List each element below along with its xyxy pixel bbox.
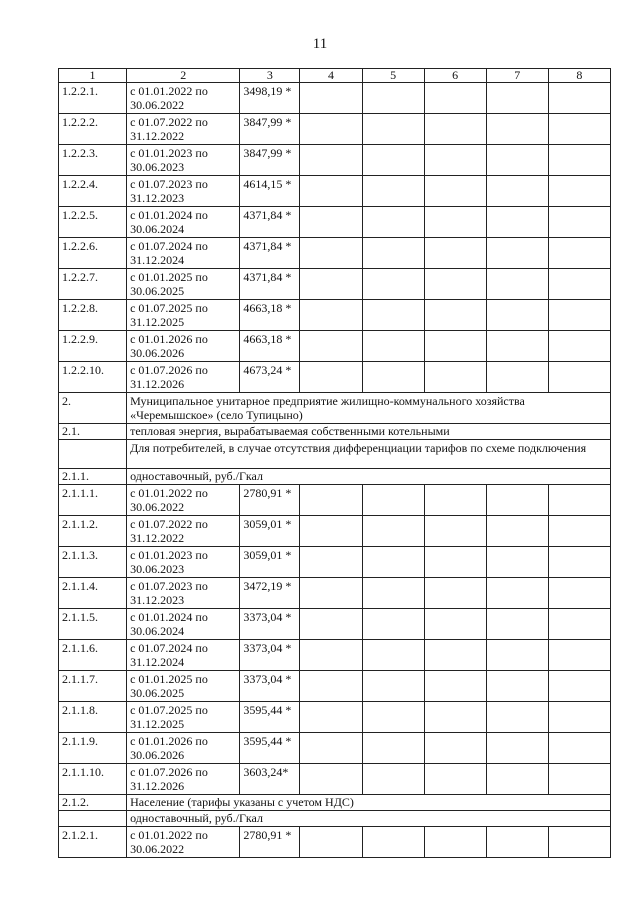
empty-cell [424, 207, 486, 238]
row-period: с 01.07.2023 по 31.12.2023 [127, 578, 240, 609]
row-period: с 01.07.2025 по 31.12.2025 [127, 300, 240, 331]
empty-cell [548, 238, 610, 269]
empty-cell [424, 764, 486, 795]
empty-cell [362, 300, 424, 331]
empty-cell [362, 331, 424, 362]
empty-cell [486, 609, 548, 640]
row-period: с 01.01.2026 по 30.06.2026 [127, 733, 240, 764]
row-number: 2.1.1.5. [59, 609, 127, 640]
row-value: 3059,01 * [240, 547, 300, 578]
row-number: 2.1.2.1. [59, 827, 127, 858]
row-period: с 01.07.2026 по 31.12.2026 [127, 764, 240, 795]
empty-cell [548, 609, 610, 640]
empty-cell [486, 269, 548, 300]
empty-cell [300, 733, 362, 764]
empty-cell [548, 83, 610, 114]
empty-cell [362, 578, 424, 609]
empty-cell [300, 609, 362, 640]
section-number: 2.1.2. [59, 795, 127, 811]
section-row [59, 424, 611, 440]
row-number: 1.2.2.8. [59, 300, 127, 331]
tariff-table [58, 68, 611, 858]
empty-cell [362, 733, 424, 764]
row-number: 1.2.2.5. [59, 207, 127, 238]
section-number [59, 440, 127, 469]
row-value: 3595,44 * [240, 702, 300, 733]
row-value: 4663,18 * [240, 331, 300, 362]
empty-cell [424, 331, 486, 362]
empty-cell [300, 485, 362, 516]
empty-cell [486, 176, 548, 207]
empty-cell [424, 733, 486, 764]
empty-cell [486, 733, 548, 764]
empty-cell [486, 362, 548, 393]
empty-cell [486, 578, 548, 609]
empty-cell [300, 269, 362, 300]
row-number: 1.2.2.2. [59, 114, 127, 145]
empty-cell [486, 516, 548, 547]
empty-cell [362, 145, 424, 176]
row-number: 2.1.1.8. [59, 702, 127, 733]
empty-cell [300, 300, 362, 331]
column-header: 1 [59, 69, 127, 83]
row-period: с 01.07.2024 по 31.12.2024 [127, 640, 240, 671]
row-number: 1.2.2.10. [59, 362, 127, 393]
empty-cell [424, 671, 486, 702]
empty-cell [362, 516, 424, 547]
row-number: 1.2.2.4. [59, 176, 127, 207]
empty-cell [486, 827, 548, 858]
table-row [59, 238, 611, 269]
empty-cell [424, 300, 486, 331]
row-value: 4371,84 * [240, 269, 300, 300]
empty-cell [486, 702, 548, 733]
row-period: с 01.01.2024 по 30.06.2024 [127, 207, 240, 238]
section-title: одноставочный, руб./Гкал [127, 469, 611, 485]
row-number: 2.1.1.2. [59, 516, 127, 547]
empty-cell [362, 609, 424, 640]
column-header: 7 [486, 69, 548, 83]
row-value: 3373,04 * [240, 671, 300, 702]
column-header: 5 [362, 69, 424, 83]
empty-cell [548, 827, 610, 858]
empty-cell [424, 238, 486, 269]
empty-cell [486, 331, 548, 362]
empty-cell [362, 114, 424, 145]
row-period: с 01.01.2026 по 30.06.2026 [127, 331, 240, 362]
empty-cell [548, 578, 610, 609]
section-title: одноставочный, руб./Гкал [127, 811, 611, 827]
empty-cell [300, 640, 362, 671]
section-number: 2.1. [59, 424, 127, 440]
table-row [59, 827, 611, 858]
row-value: 3595,44 * [240, 733, 300, 764]
row-number: 1.2.2.3. [59, 145, 127, 176]
row-number: 1.2.2.7. [59, 269, 127, 300]
empty-cell [548, 114, 610, 145]
empty-cell [548, 485, 610, 516]
column-header: 8 [548, 69, 610, 83]
table-row [59, 485, 611, 516]
empty-cell [548, 764, 610, 795]
row-number: 2.1.1.3. [59, 547, 127, 578]
row-period: с 01.07.2023 по 31.12.2023 [127, 176, 240, 207]
empty-cell [486, 145, 548, 176]
empty-cell [548, 702, 610, 733]
empty-cell [362, 176, 424, 207]
empty-cell [424, 578, 486, 609]
empty-cell [486, 207, 548, 238]
section-row [59, 469, 611, 485]
empty-cell [362, 764, 424, 795]
table-row [59, 269, 611, 300]
empty-cell [486, 83, 548, 114]
section-number: 2.1.1. [59, 469, 127, 485]
empty-cell [548, 145, 610, 176]
empty-cell [362, 671, 424, 702]
empty-cell [300, 331, 362, 362]
empty-cell [424, 547, 486, 578]
table-row [59, 145, 611, 176]
table-row [59, 702, 611, 733]
table-row [59, 733, 611, 764]
empty-cell [300, 547, 362, 578]
empty-cell [548, 733, 610, 764]
section-row [59, 811, 611, 827]
empty-cell [362, 640, 424, 671]
row-value: 4371,84 * [240, 238, 300, 269]
table-row [59, 516, 611, 547]
empty-cell [424, 145, 486, 176]
row-value: 4371,84 * [240, 207, 300, 238]
empty-cell [424, 609, 486, 640]
empty-cell [424, 640, 486, 671]
empty-cell [362, 485, 424, 516]
section-title: Для потребителей, в случае отсутствия дифференциации тарифов по схеме подключения [127, 440, 611, 469]
section-title: Муниципальное унитарное предприятие жилищно-коммунального хозяйства «Черемышское» (село Тупицыно) [127, 393, 611, 424]
row-value: 3603,24* [240, 764, 300, 795]
empty-cell [548, 516, 610, 547]
row-number: 2.1.1.10. [59, 764, 127, 795]
empty-cell [486, 485, 548, 516]
empty-cell [548, 207, 610, 238]
empty-cell [548, 331, 610, 362]
section-row [59, 393, 611, 424]
empty-cell [548, 300, 610, 331]
empty-cell [548, 362, 610, 393]
row-period: с 01.01.2025 по 30.06.2025 [127, 671, 240, 702]
row-number: 1.2.2.6. [59, 238, 127, 269]
empty-cell [362, 362, 424, 393]
table-row [59, 640, 611, 671]
table-row [59, 331, 611, 362]
empty-cell [362, 207, 424, 238]
row-number: 1.2.2.1. [59, 83, 127, 114]
empty-cell [548, 269, 610, 300]
empty-cell [424, 516, 486, 547]
section-number [59, 811, 127, 827]
empty-cell [548, 671, 610, 702]
row-period: с 01.07.2026 по 31.12.2026 [127, 362, 240, 393]
empty-cell [362, 702, 424, 733]
empty-cell [424, 114, 486, 145]
row-number: 2.1.1.7. [59, 671, 127, 702]
empty-cell [300, 671, 362, 702]
row-number: 2.1.1.1. [59, 485, 127, 516]
empty-cell [362, 827, 424, 858]
row-period: с 01.01.2024 по 30.06.2024 [127, 609, 240, 640]
empty-cell [424, 269, 486, 300]
empty-cell [300, 702, 362, 733]
column-header: 6 [424, 69, 486, 83]
row-number: 2.1.1.4. [59, 578, 127, 609]
empty-cell [548, 176, 610, 207]
section-row [59, 795, 611, 811]
empty-cell [548, 640, 610, 671]
row-value: 3847,99 * [240, 145, 300, 176]
section-title: Население (тарифы указаны с учетом НДС) [127, 795, 611, 811]
empty-cell [362, 547, 424, 578]
table-row [59, 578, 611, 609]
empty-cell [300, 516, 362, 547]
empty-cell [300, 578, 362, 609]
table-row [59, 764, 611, 795]
column-header: 2 [127, 69, 240, 83]
row-period: с 01.01.2022 по 30.06.2022 [127, 485, 240, 516]
row-period: с 01.01.2023 по 30.06.2023 [127, 547, 240, 578]
row-value: 4614,15 * [240, 176, 300, 207]
empty-cell [362, 269, 424, 300]
empty-cell [548, 547, 610, 578]
row-value: 3059,01 * [240, 516, 300, 547]
row-period: с 01.07.2022 по 31.12.2022 [127, 516, 240, 547]
table-row [59, 547, 611, 578]
empty-cell [362, 238, 424, 269]
row-value: 3472,19 * [240, 578, 300, 609]
page-number: 11 [312, 36, 328, 52]
row-value: 3847,99 * [240, 114, 300, 145]
empty-cell [300, 83, 362, 114]
empty-cell [486, 238, 548, 269]
row-period: с 01.01.2023 по 30.06.2023 [127, 145, 240, 176]
empty-cell [424, 83, 486, 114]
empty-cell [300, 145, 362, 176]
row-period: с 01.07.2022 по 31.12.2022 [127, 114, 240, 145]
empty-cell [300, 176, 362, 207]
empty-cell [300, 207, 362, 238]
empty-cell [486, 764, 548, 795]
row-period: с 01.07.2024 по 31.12.2024 [127, 238, 240, 269]
row-value: 2780,91 * [240, 827, 300, 858]
column-header: 3 [240, 69, 300, 83]
table-row [59, 671, 611, 702]
empty-cell [486, 671, 548, 702]
section-row [59, 440, 611, 469]
table-row [59, 176, 611, 207]
table-row [59, 114, 611, 145]
row-number: 2.1.1.6. [59, 640, 127, 671]
empty-cell [362, 83, 424, 114]
empty-cell [424, 176, 486, 207]
row-value: 3373,04 * [240, 640, 300, 671]
empty-cell [300, 362, 362, 393]
row-period: с 01.01.2022 по 30.06.2022 [127, 827, 240, 858]
row-value: 2780,91 * [240, 485, 300, 516]
table-row [59, 609, 611, 640]
empty-cell [424, 485, 486, 516]
empty-cell [424, 362, 486, 393]
row-value: 4663,18 * [240, 300, 300, 331]
empty-cell [486, 547, 548, 578]
header-row [59, 69, 611, 83]
row-value: 3373,04 * [240, 609, 300, 640]
row-number: 1.2.2.9. [59, 331, 127, 362]
section-number: 2. [59, 393, 127, 424]
empty-cell [486, 114, 548, 145]
empty-cell [486, 640, 548, 671]
table-row [59, 362, 611, 393]
row-value: 4673,24 * [240, 362, 300, 393]
empty-cell [486, 300, 548, 331]
table-row [59, 83, 611, 114]
row-period: с 01.01.2025 по 30.06.2025 [127, 269, 240, 300]
empty-cell [300, 238, 362, 269]
row-number: 2.1.1.9. [59, 733, 127, 764]
empty-cell [300, 827, 362, 858]
empty-cell [424, 827, 486, 858]
section-title: тепловая энергия, вырабатываемая собственными котельными [127, 424, 611, 440]
table-row [59, 300, 611, 331]
row-period: с 01.07.2025 по 31.12.2025 [127, 702, 240, 733]
row-value: 3498,19 * [240, 83, 300, 114]
row-period: с 01.01.2022 по 30.06.2022 [127, 83, 240, 114]
empty-cell [424, 702, 486, 733]
empty-cell [300, 764, 362, 795]
table-row [59, 207, 611, 238]
column-header: 4 [300, 69, 362, 83]
empty-cell [300, 114, 362, 145]
